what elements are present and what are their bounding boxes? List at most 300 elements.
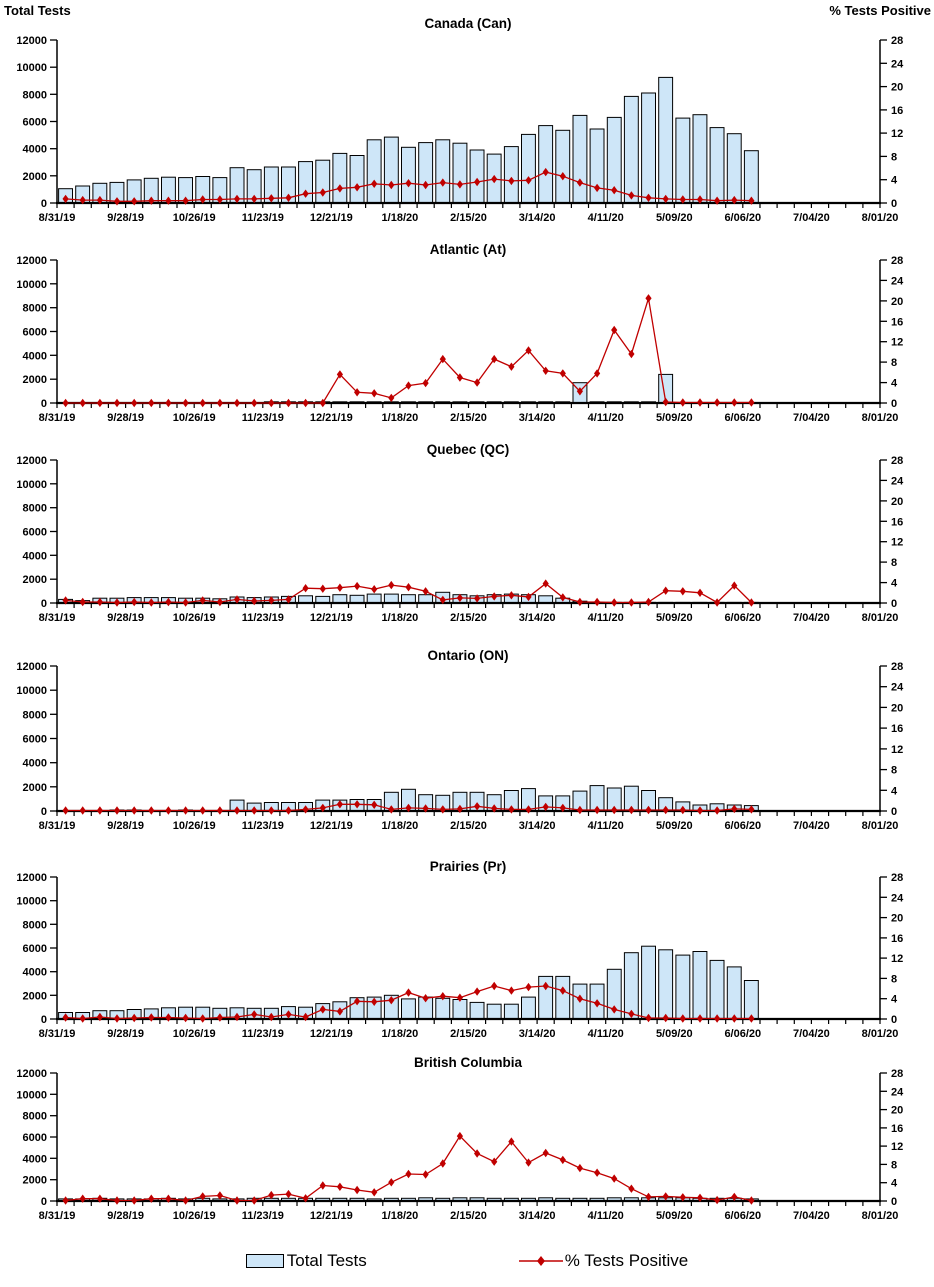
svg-text:12/21/19: 12/21/19 — [310, 212, 353, 224]
chart-legend — [0, 1235, 934, 1287]
svg-text:4/11/20: 4/11/20 — [588, 820, 624, 832]
svg-text:3/14/20: 3/14/20 — [519, 1028, 556, 1040]
svg-text:8/31/19: 8/31/19 — [39, 212, 76, 224]
svg-text:1/18/20: 1/18/20 — [382, 612, 419, 624]
svg-text:7/04/20: 7/04/20 — [793, 412, 830, 424]
svg-text:0: 0 — [41, 398, 47, 410]
diamond-marker-icon — [543, 579, 549, 587]
diamond-marker-icon — [371, 389, 377, 397]
svg-text:20: 20 — [891, 496, 903, 508]
bar — [573, 115, 587, 203]
svg-text:9/28/19: 9/28/19 — [107, 1210, 144, 1222]
diamond-marker-icon — [165, 399, 171, 407]
diamond-marker-icon — [183, 806, 189, 814]
svg-text:8/01/20: 8/01/20 — [862, 820, 899, 832]
svg-text:4/11/20: 4/11/20 — [588, 612, 624, 624]
svg-text:2/15/20: 2/15/20 — [450, 1028, 487, 1040]
svg-text:2000: 2000 — [23, 1175, 47, 1187]
bar — [436, 998, 450, 1019]
diamond-marker-icon — [645, 294, 651, 302]
legend-total-tests-label: Total Tests — [287, 1251, 367, 1271]
line-series — [63, 1132, 755, 1205]
bar — [384, 137, 398, 203]
svg-text:20: 20 — [891, 702, 903, 714]
diamond-marker-icon — [405, 381, 411, 389]
bar — [504, 1004, 518, 1019]
svg-text:0: 0 — [891, 1014, 897, 1026]
diamond-marker-icon — [234, 399, 240, 407]
diamond-marker-icon — [371, 1188, 377, 1196]
axis-tick-labels — [16, 255, 904, 424]
svg-text:4: 4 — [891, 578, 898, 590]
svg-text:10/26/19: 10/26/19 — [173, 612, 216, 624]
svg-text:12/21/19: 12/21/19 — [310, 1210, 353, 1222]
svg-text:24: 24 — [891, 892, 904, 904]
diamond-marker-icon — [748, 398, 754, 406]
diamond-marker-icon — [200, 399, 206, 407]
svg-text:2000: 2000 — [23, 374, 47, 386]
bar — [676, 955, 690, 1019]
axes — [50, 460, 887, 608]
svg-text:9/28/19: 9/28/19 — [107, 412, 144, 424]
svg-text:8000: 8000 — [23, 303, 47, 315]
diamond-marker-icon — [303, 399, 309, 407]
diamond-marker-icon — [731, 398, 737, 406]
diamond-marker-icon — [525, 983, 531, 991]
svg-text:12: 12 — [891, 1141, 903, 1153]
svg-text:28: 28 — [891, 1068, 903, 1080]
svg-text:6000: 6000 — [23, 327, 47, 339]
svg-text:8000: 8000 — [23, 1111, 47, 1123]
diamond-marker-icon — [80, 598, 86, 606]
diamond-marker-icon — [577, 1164, 583, 1172]
diamond-marker-icon — [285, 399, 291, 407]
diamond-marker-icon — [251, 399, 257, 407]
svg-text:4000: 4000 — [23, 144, 47, 156]
svg-text:28: 28 — [891, 661, 903, 673]
bars-series — [59, 592, 759, 603]
diamond-marker-icon — [388, 581, 394, 589]
diamond-marker-icon — [354, 582, 360, 590]
chart-title: Quebec (QC) — [427, 442, 510, 457]
diamond-marker-icon — [148, 399, 154, 407]
svg-text:1/18/20: 1/18/20 — [382, 412, 419, 424]
svg-text:1/18/20: 1/18/20 — [382, 1028, 419, 1040]
diamond-marker-icon — [165, 806, 171, 814]
svg-text:4000: 4000 — [23, 758, 47, 770]
svg-text:12: 12 — [891, 128, 903, 140]
diamond-marker-icon — [131, 1196, 137, 1204]
svg-text:24: 24 — [891, 682, 904, 694]
svg-text:24: 24 — [891, 58, 904, 70]
svg-text:12/21/19: 12/21/19 — [310, 412, 353, 424]
left-axis-title: Total Tests — [4, 3, 71, 18]
bar — [402, 595, 416, 603]
svg-text:4/11/20: 4/11/20 — [588, 412, 624, 424]
diamond-marker-icon — [148, 806, 154, 814]
svg-text:10000: 10000 — [16, 1089, 47, 1101]
svg-text:28: 28 — [891, 35, 903, 47]
bar — [710, 128, 724, 203]
svg-text:10/26/19: 10/26/19 — [173, 1210, 216, 1222]
svg-text:1/18/20: 1/18/20 — [382, 212, 419, 224]
diamond-marker-icon — [594, 598, 600, 606]
svg-text:5/09/20: 5/09/20 — [656, 1028, 693, 1040]
diamond-marker-icon — [217, 806, 223, 814]
diamond-marker-icon — [423, 1170, 429, 1178]
diamond-marker-icon — [508, 986, 514, 994]
svg-text:12000: 12000 — [16, 872, 47, 884]
svg-text:8/01/20: 8/01/20 — [862, 612, 899, 624]
diamond-marker-icon — [268, 399, 274, 407]
diamond-marker-icon — [251, 1196, 257, 1204]
legend-item-total-tests — [246, 1251, 367, 1271]
svg-text:5/09/20: 5/09/20 — [656, 412, 693, 424]
svg-text:2/15/20: 2/15/20 — [450, 612, 487, 624]
svg-text:6/06/20: 6/06/20 — [724, 212, 761, 224]
diamond-marker-icon — [560, 1156, 566, 1164]
diamond-marker-icon — [577, 598, 583, 606]
svg-text:7/04/20: 7/04/20 — [793, 1210, 830, 1222]
diamond-marker-icon — [114, 1196, 120, 1204]
svg-text:4/11/20: 4/11/20 — [588, 212, 624, 224]
svg-text:6000: 6000 — [23, 527, 47, 539]
axes — [50, 877, 887, 1024]
diamond-marker-icon — [714, 398, 720, 406]
svg-text:11/23/19: 11/23/19 — [242, 412, 284, 424]
svg-text:4000: 4000 — [23, 550, 47, 562]
svg-text:20: 20 — [891, 296, 903, 308]
diamond-marker-icon — [611, 1174, 617, 1182]
svg-text:4000: 4000 — [23, 967, 47, 979]
svg-text:10000: 10000 — [16, 279, 47, 291]
svg-text:16: 16 — [891, 723, 903, 735]
svg-text:1/18/20: 1/18/20 — [382, 1210, 419, 1222]
svg-text:3/14/20: 3/14/20 — [519, 1210, 556, 1222]
svg-text:12/21/19: 12/21/19 — [310, 612, 353, 624]
svg-text:8/01/20: 8/01/20 — [862, 212, 899, 224]
svg-text:24: 24 — [891, 1086, 904, 1098]
diamond-marker-icon — [680, 587, 686, 595]
svg-text:5/09/20: 5/09/20 — [656, 820, 693, 832]
diamond-marker-icon — [183, 1196, 189, 1204]
diamond-marker-icon — [371, 585, 377, 593]
bar — [350, 156, 364, 204]
bar — [624, 96, 638, 203]
bar — [659, 77, 673, 203]
diamond-marker-icon — [543, 1149, 549, 1157]
diamond-marker-icon — [114, 806, 120, 814]
legend-item-pct-positive — [517, 1251, 688, 1271]
diamond-marker-icon — [611, 598, 617, 606]
diamond-marker-icon — [63, 399, 69, 407]
svg-text:8: 8 — [891, 357, 897, 369]
bar — [384, 594, 398, 603]
svg-text:20: 20 — [891, 1105, 903, 1117]
svg-text:16: 16 — [891, 316, 903, 328]
bar — [402, 999, 416, 1019]
svg-text:8: 8 — [891, 973, 897, 985]
bar — [556, 130, 570, 203]
svg-text:20: 20 — [891, 913, 903, 925]
bar — [539, 126, 553, 203]
bar — [367, 594, 381, 603]
bar — [744, 151, 758, 203]
diamond-marker-icon — [303, 584, 309, 592]
axes — [50, 666, 887, 816]
bar — [367, 140, 381, 203]
svg-text:4: 4 — [891, 1178, 898, 1190]
bar — [710, 960, 724, 1019]
diamond-marker-icon — [491, 982, 497, 990]
bar — [436, 140, 450, 203]
axes — [50, 260, 887, 408]
chart-title: Atlantic (At) — [430, 242, 507, 257]
svg-text:11/23/19: 11/23/19 — [242, 820, 284, 832]
diamond-marker-icon — [405, 583, 411, 591]
svg-text:4000: 4000 — [23, 1153, 47, 1165]
svg-text:9/28/19: 9/28/19 — [107, 212, 144, 224]
svg-text:10000: 10000 — [16, 896, 47, 908]
bar — [744, 981, 758, 1020]
bar — [487, 1004, 501, 1019]
svg-text:12: 12 — [891, 337, 903, 349]
diamond-marker-icon — [183, 399, 189, 407]
svg-text:10/26/19: 10/26/19 — [173, 412, 216, 424]
bar — [453, 1000, 467, 1020]
svg-text:0: 0 — [891, 398, 897, 410]
chart-svg-ontario — [0, 637, 934, 840]
diamond-marker-icon — [97, 399, 103, 407]
svg-text:10/26/19: 10/26/19 — [173, 1028, 216, 1040]
svg-text:8/01/20: 8/01/20 — [862, 1210, 899, 1222]
bar — [556, 976, 570, 1019]
svg-text:11/23/19: 11/23/19 — [242, 1210, 284, 1222]
diamond-marker-icon — [645, 598, 651, 606]
svg-text:0: 0 — [41, 1014, 47, 1026]
bar — [693, 115, 707, 203]
svg-text:10000: 10000 — [16, 62, 47, 74]
svg-text:6/06/20: 6/06/20 — [724, 1210, 761, 1222]
svg-text:16: 16 — [891, 1123, 903, 1135]
bar — [419, 143, 433, 203]
svg-text:8: 8 — [891, 1159, 897, 1171]
svg-text:12000: 12000 — [16, 35, 47, 47]
diamond-marker-icon — [748, 1196, 754, 1204]
bar — [727, 134, 741, 203]
svg-text:3/14/20: 3/14/20 — [519, 612, 556, 624]
svg-text:28: 28 — [891, 255, 903, 267]
svg-text:12: 12 — [891, 537, 903, 549]
svg-text:2/15/20: 2/15/20 — [450, 412, 487, 424]
svg-text:6000: 6000 — [23, 117, 47, 129]
chart-ontario — [0, 637, 934, 845]
diamond-marker-icon — [474, 987, 480, 995]
svg-text:6/06/20: 6/06/20 — [724, 1028, 761, 1040]
diamond-marker-icon — [388, 1178, 394, 1186]
svg-text:6/06/20: 6/06/20 — [724, 820, 761, 832]
svg-text:4000: 4000 — [23, 350, 47, 362]
diamond-marker-icon — [663, 587, 669, 595]
legend-pct-positive-label: % Tests Positive — [565, 1251, 688, 1271]
svg-text:0: 0 — [41, 1196, 47, 1208]
svg-text:8/31/19: 8/31/19 — [39, 820, 76, 832]
bar — [504, 147, 518, 203]
bar — [642, 93, 656, 203]
svg-text:6000: 6000 — [23, 943, 47, 955]
bar — [470, 1002, 484, 1019]
svg-text:6000: 6000 — [23, 734, 47, 746]
diamond-marker-icon — [217, 399, 223, 407]
svg-text:3/14/20: 3/14/20 — [519, 212, 556, 224]
diamond-marker-icon — [388, 394, 394, 402]
diamond-marker-icon — [537, 1256, 545, 1266]
svg-text:0: 0 — [891, 598, 897, 610]
diamond-marker-icon — [114, 399, 120, 407]
svg-text:4: 4 — [891, 994, 898, 1006]
right-axis-title: % Tests Positive — [829, 3, 931, 18]
svg-text:7/04/20: 7/04/20 — [793, 820, 830, 832]
diamond-marker-icon — [97, 806, 103, 814]
svg-text:0: 0 — [891, 1196, 897, 1208]
bar — [453, 143, 467, 203]
svg-text:5/09/20: 5/09/20 — [656, 212, 693, 224]
svg-text:12/21/19: 12/21/19 — [310, 1028, 353, 1040]
svg-text:0: 0 — [41, 198, 47, 210]
svg-text:10000: 10000 — [16, 685, 47, 697]
svg-text:7/04/20: 7/04/20 — [793, 1028, 830, 1040]
diamond-marker-icon — [63, 1196, 69, 1204]
svg-text:4: 4 — [891, 785, 898, 797]
bar — [402, 147, 416, 203]
svg-text:3/14/20: 3/14/20 — [519, 412, 556, 424]
svg-text:28: 28 — [891, 455, 903, 467]
diamond-marker-icon — [405, 1170, 411, 1178]
chart-svg-british-columbia — [0, 1053, 934, 1230]
svg-text:8: 8 — [891, 765, 897, 777]
bar — [333, 153, 347, 203]
chart-title: Canada (Can) — [424, 16, 511, 31]
svg-text:8/31/19: 8/31/19 — [39, 1028, 76, 1040]
svg-text:9/28/19: 9/28/19 — [107, 1028, 144, 1040]
bar — [470, 150, 484, 203]
diamond-marker-icon — [234, 1196, 240, 1204]
svg-text:11/23/19: 11/23/19 — [242, 212, 284, 224]
svg-text:8000: 8000 — [23, 709, 47, 721]
diamond-marker-icon — [594, 1169, 600, 1177]
chart-prairies — [0, 845, 934, 1053]
svg-text:8/31/19: 8/31/19 — [39, 1210, 76, 1222]
bar — [419, 595, 433, 603]
svg-text:8000: 8000 — [23, 89, 47, 101]
svg-text:8: 8 — [891, 151, 897, 163]
svg-text:1/18/20: 1/18/20 — [382, 820, 419, 832]
diamond-marker-icon — [200, 806, 206, 814]
svg-text:16: 16 — [891, 516, 903, 528]
svg-text:2000: 2000 — [23, 171, 47, 183]
svg-text:10000: 10000 — [16, 479, 47, 491]
svg-text:0: 0 — [41, 598, 47, 610]
svg-text:7/04/20: 7/04/20 — [793, 612, 830, 624]
svg-text:5/09/20: 5/09/20 — [656, 612, 693, 624]
diamond-marker-icon — [80, 806, 86, 814]
chart-canada — [0, 0, 934, 237]
svg-text:6/06/20: 6/06/20 — [724, 612, 761, 624]
svg-text:7/04/20: 7/04/20 — [793, 212, 830, 224]
svg-text:6/06/20: 6/06/20 — [724, 412, 761, 424]
bar — [522, 997, 536, 1019]
diamond-marker-icon — [714, 1196, 720, 1204]
diamond-marker-icon — [680, 398, 686, 406]
bar — [727, 967, 741, 1019]
svg-text:4/11/20: 4/11/20 — [588, 1028, 624, 1040]
svg-text:24: 24 — [891, 475, 904, 487]
chart-svg-prairies — [0, 845, 934, 1048]
svg-text:9/28/19: 9/28/19 — [107, 820, 144, 832]
chart-title: Ontario (ON) — [428, 648, 509, 663]
bar — [676, 118, 690, 203]
svg-text:12000: 12000 — [16, 255, 47, 267]
diamond-marker-icon — [337, 1183, 343, 1191]
svg-text:2000: 2000 — [23, 782, 47, 794]
diamond-marker-icon — [628, 1185, 634, 1193]
svg-text:2000: 2000 — [23, 574, 47, 586]
bar — [522, 134, 536, 203]
bar — [350, 595, 364, 603]
chart-svg-canada — [0, 0, 934, 232]
svg-text:8000: 8000 — [23, 919, 47, 931]
svg-text:16: 16 — [891, 933, 903, 945]
svg-text:8: 8 — [891, 557, 897, 569]
diamond-marker-icon — [320, 1181, 326, 1189]
svg-text:8000: 8000 — [23, 503, 47, 515]
svg-text:11/23/19: 11/23/19 — [242, 612, 284, 624]
svg-text:0: 0 — [891, 806, 897, 818]
svg-text:8/01/20: 8/01/20 — [862, 412, 899, 424]
svg-text:8/31/19: 8/31/19 — [39, 612, 76, 624]
svg-text:10/26/19: 10/26/19 — [173, 212, 216, 224]
chart-svg-atlantic — [0, 237, 934, 432]
svg-text:24: 24 — [891, 275, 904, 287]
svg-text:5/09/20: 5/09/20 — [656, 1210, 693, 1222]
chart-svg-quebec — [0, 437, 934, 632]
svg-text:6000: 6000 — [23, 1132, 47, 1144]
chart-title: British Columbia — [414, 1055, 522, 1070]
chart-quebec — [0, 437, 934, 637]
svg-text:12000: 12000 — [16, 661, 47, 673]
chart-atlantic — [0, 237, 934, 437]
bar — [642, 946, 656, 1019]
svg-text:3/14/20: 3/14/20 — [519, 820, 556, 832]
svg-text:0: 0 — [41, 806, 47, 818]
svg-text:2000: 2000 — [23, 990, 47, 1002]
svg-text:12: 12 — [891, 744, 903, 756]
diamond-marker-icon — [337, 584, 343, 592]
chart-british-columbia — [0, 1053, 934, 1235]
svg-text:8/31/19: 8/31/19 — [39, 412, 76, 424]
diamond-marker-icon — [628, 598, 634, 606]
svg-text:16: 16 — [891, 105, 903, 117]
svg-text:0: 0 — [891, 198, 897, 210]
diamond-marker-icon — [405, 988, 411, 996]
svg-text:12000: 12000 — [16, 1068, 47, 1080]
svg-text:4/11/20: 4/11/20 — [588, 1210, 624, 1222]
diamond-marker-icon — [63, 806, 69, 814]
bars-series — [59, 946, 759, 1019]
total-tests-swatch — [246, 1254, 284, 1268]
diamond-marker-icon — [131, 806, 137, 814]
diamond-marker-icon — [354, 1186, 360, 1194]
